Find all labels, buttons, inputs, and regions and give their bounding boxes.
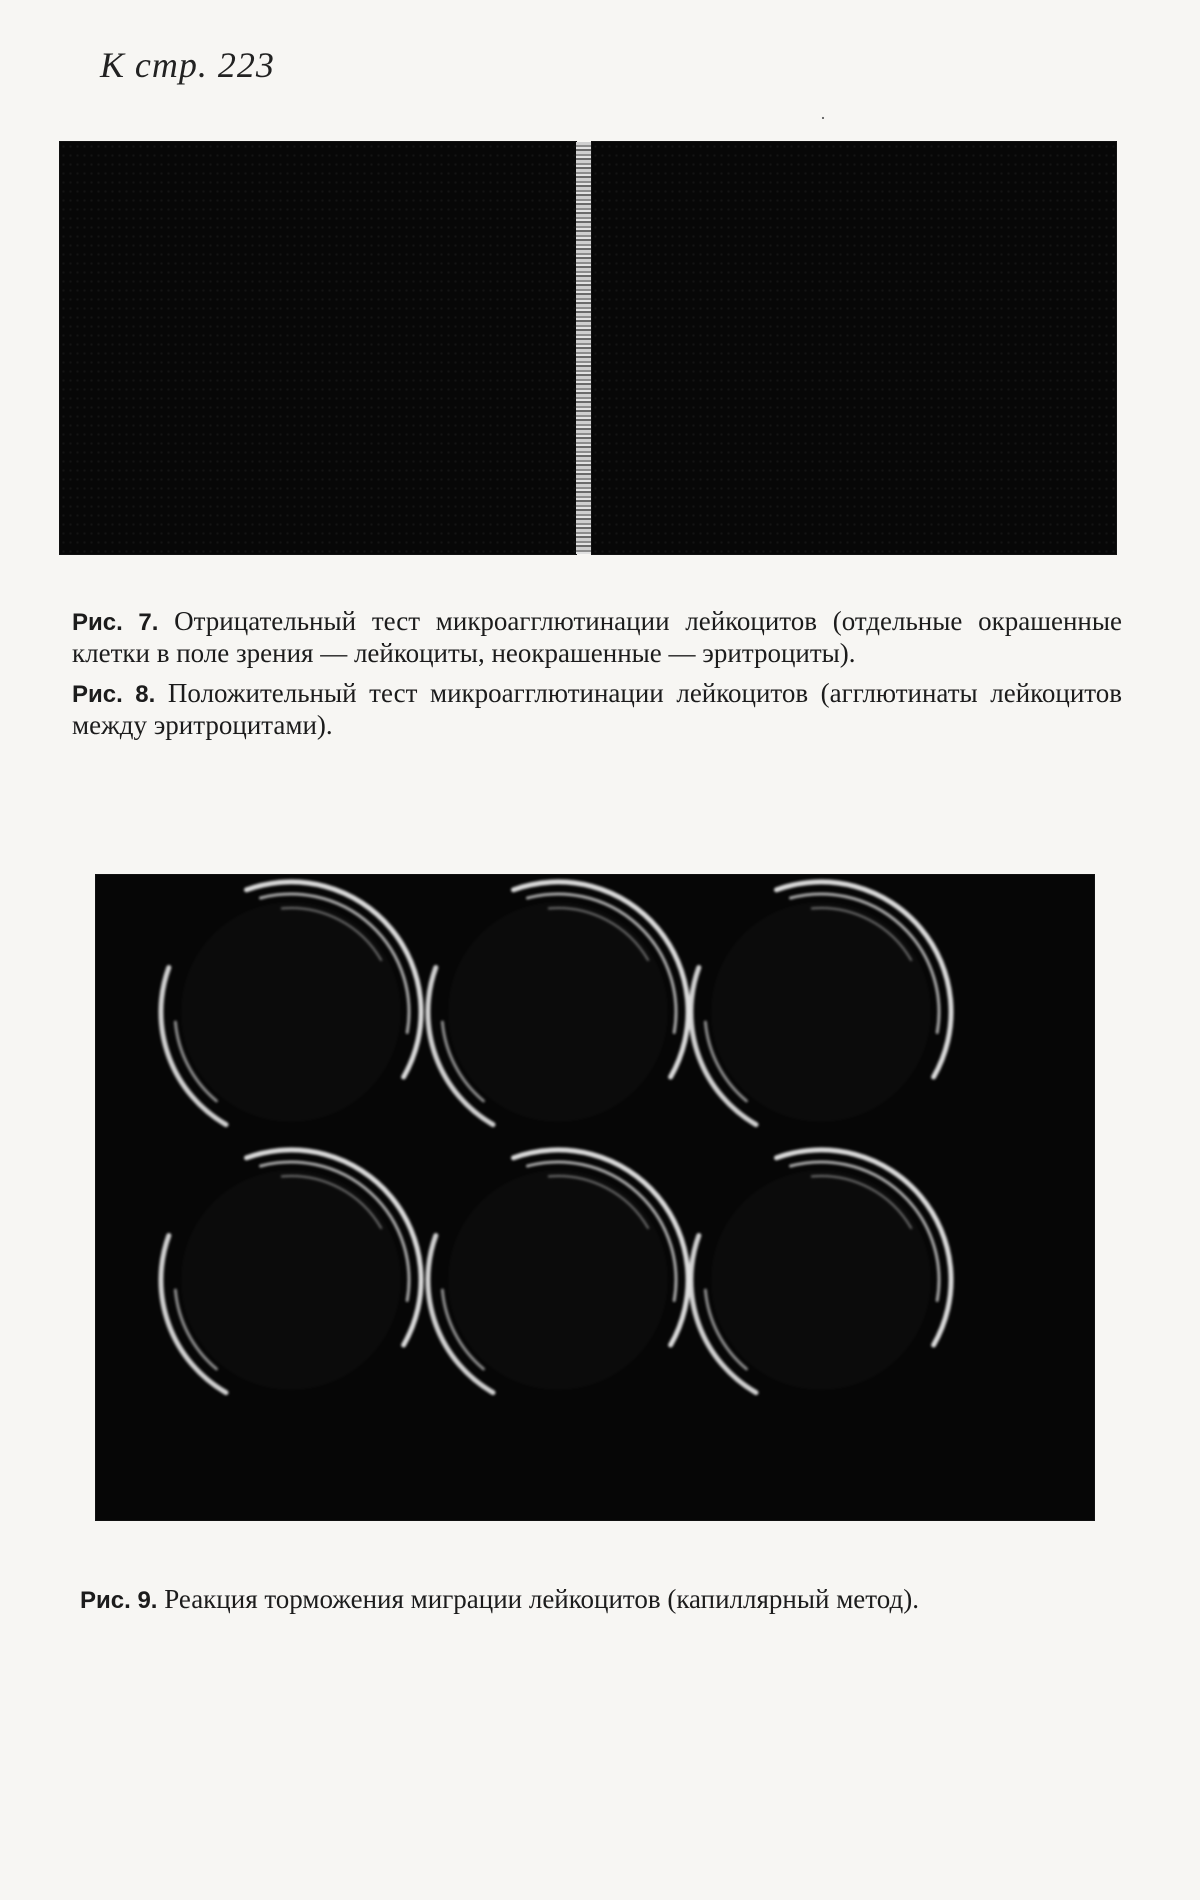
page-reference: К стр. 223 [100, 45, 275, 85]
figure-9-caption [80, 1584, 1130, 1616]
figure-7-photo [60, 142, 576, 554]
figure-9-photo [96, 875, 1094, 1520]
figure-8-label: Рис. 8. [72, 681, 156, 708]
migration-wells-image [96, 875, 1094, 1520]
figure-7-text: Отрицательный тест микроагглютинации лейкоцитов (отдельные окрашенные клетки в поле зрения — лейкоциты, неокрашенные — эритроциты). [72, 606, 1122, 668]
figure-8-caption [72, 678, 1122, 741]
figure-9-label: Рис. 9. [80, 1587, 158, 1614]
photo-divider [576, 142, 592, 554]
figure-8-photo [592, 142, 1116, 554]
figure-9-text: Реакция торможения миграции лейкоцитов (капиллярный метод). [164, 1584, 919, 1614]
figure-8-text: Положительный тест микроагглютинации лейкоцитов (агглютинаты лейкоцитов между эритроцитами). [72, 678, 1122, 740]
print-speck: · [820, 108, 826, 128]
figure-7-caption [72, 606, 1122, 669]
figure-7-label: Рис. 7. [72, 609, 159, 636]
